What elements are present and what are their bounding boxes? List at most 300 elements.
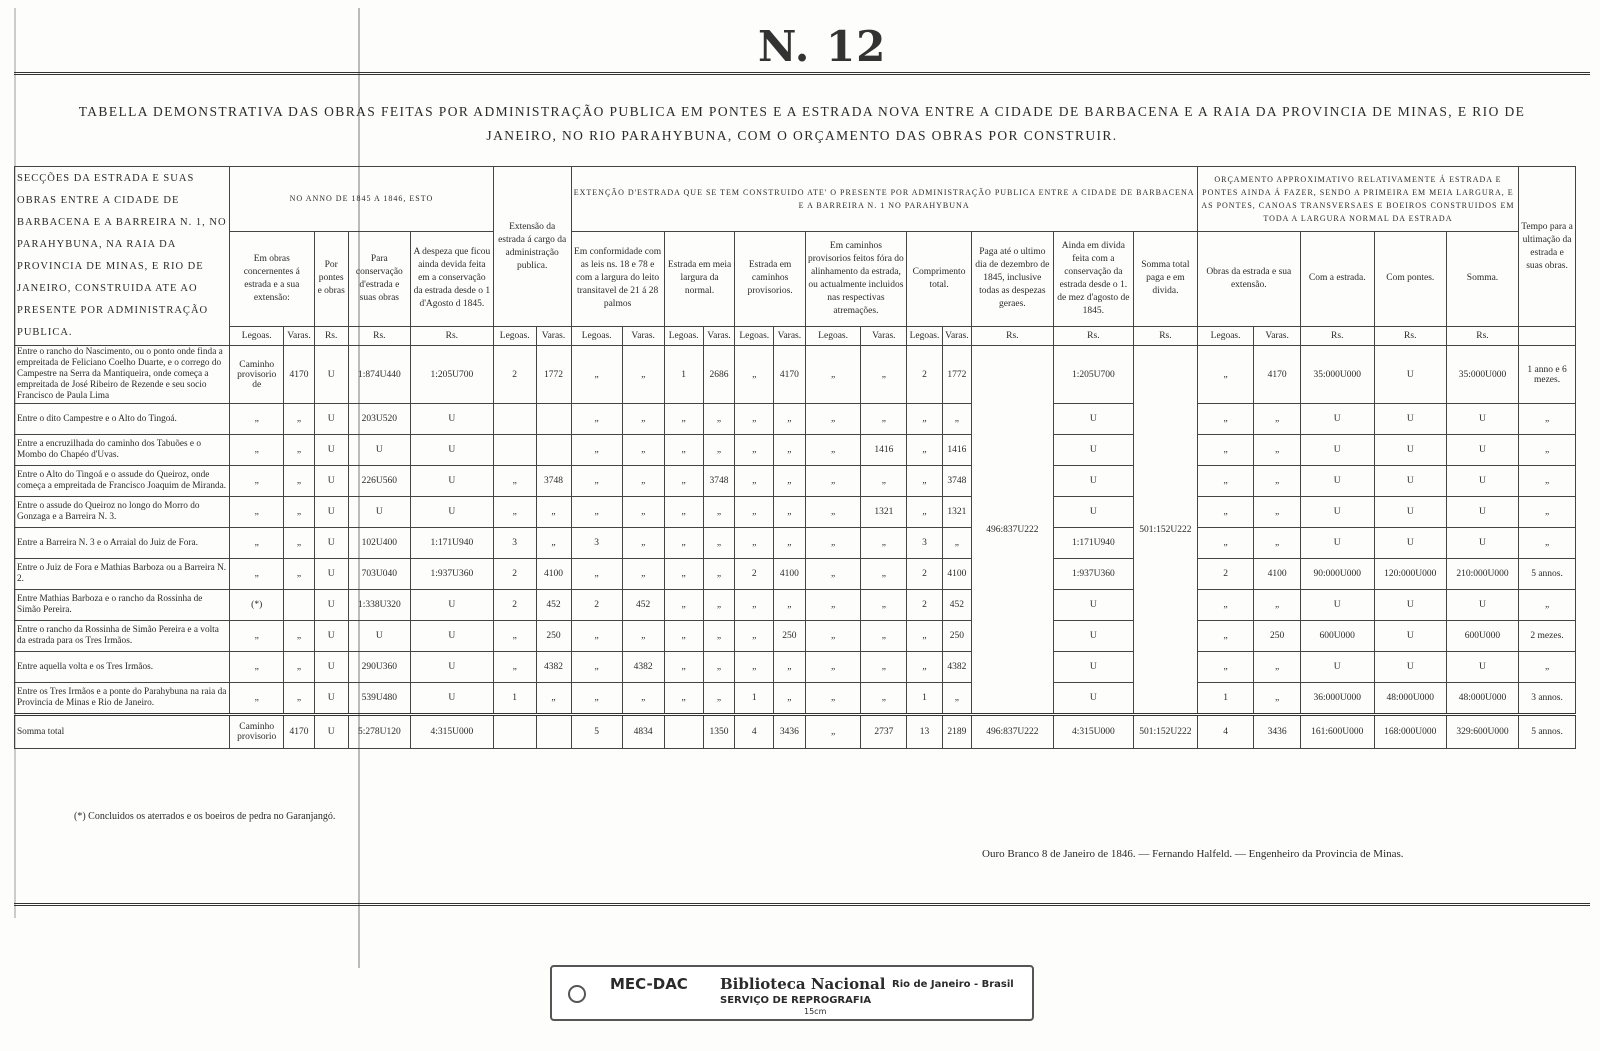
cell-ext-v: „ [536,497,571,528]
row-section-desc: Entre Mathias Barboza e o rancho da Rossinha de Simão Pereira. [15,590,230,621]
cell-half-v: „ [703,652,735,683]
cell-works-v: „ [284,652,314,683]
merged-sum-paid: 501:152U222 [1134,346,1198,715]
cell-pp-v: „ [861,683,907,715]
header-built-group: EXTENÇÃO D'ESTRADA QUE SE TEM CONSTRUIDO ATE' O PRESENTE POR ADMINISTRAÇÃO PUBLICA ENTRE A CIDADE DE BARBACENA E A BARREIRA N. 1 NO PARAHYBUNA [571,167,1197,232]
cell-time: 2 mezes. [1519,621,1576,652]
unit-varas: Varas. [622,327,664,346]
cell-debt: U [410,652,493,683]
cell-tot-l: „ [907,621,943,652]
cell-prov-v: „ [774,683,806,715]
cell-half-l: „ [664,435,703,466]
row-section-desc: Entre o Juiz de Fora e Mathias Barboza ou a Barreira N. 2. [15,559,230,590]
cell-works-l: „ [230,497,284,528]
unit-varas: Varas. [284,327,314,346]
cell-tot-v: „ [942,528,971,559]
table-row [15,497,1576,528]
cell-prov-v: „ [774,404,806,435]
header-extension: Extensão da estrada á cargo da administração publica. [493,167,571,327]
cell-bw-l: „ [1197,346,1254,404]
cell-bw-v: 250 [1254,621,1300,652]
cell-works-v: „ [284,435,314,466]
cell-works-l: (*) [230,590,284,621]
cell-bridges: U [314,652,348,683]
top-border-rule [14,72,1590,75]
cell-owed: U [1053,652,1133,683]
header-half-width: Estrada em meia largura da normal. [664,231,735,326]
header-conservation: Para conservação d'estrada e suas obras [348,231,410,326]
total-cell-ext-l [493,715,536,749]
unit-rs: Rs. [314,327,348,346]
unit-leguas: Legoas. [907,327,943,346]
cell-pp-l: „ [805,652,861,683]
cell-works-v: „ [284,466,314,497]
total-cell-b-road: 161:600U000 [1300,715,1374,749]
cell-tot-v: 452 [942,590,971,621]
cell-tot-v: 1772 [942,346,971,404]
plate-number: N. 12 [758,22,887,71]
cell-prov-l: „ [735,346,774,404]
cell-bw-v: „ [1254,683,1300,715]
table-row [15,346,1576,404]
cell-half-l: „ [664,621,703,652]
cell-ext-v: 3748 [536,466,571,497]
cell-tot-l: „ [907,652,943,683]
cell-half-v: „ [703,621,735,652]
cell-tot-l: 3 [907,528,943,559]
header-with-bridges: Com pontes. [1374,231,1446,326]
cell-ext-l [493,435,536,466]
cell-bw-l: „ [1197,404,1254,435]
cell-law-l: „ [571,435,622,466]
cell-debt: U [410,590,493,621]
cell-works-l: „ [230,652,284,683]
total-row [15,715,1576,749]
cell-prov-l: „ [735,621,774,652]
cell-debt: 1:205U700 [410,346,493,404]
cell-ext-v [536,435,571,466]
cell-b-sum: U [1446,435,1518,466]
cell-time: 1 anno e 6 mezes. [1519,346,1576,404]
cell-bridges: U [314,559,348,590]
cell-ext-v: 4382 [536,652,571,683]
cell-bridges: U [314,497,348,528]
row-section-desc: Entre o rancho do Nascimento, ou o ponto onde finda a empreitada de Feliciano Coelho Duarte, e o corrego do Campestre na Serra da Mantiqueira, onde começa a empreitada de José Ribeiro de Rezende e seu socio Francisco de Paula Lima [15,346,230,404]
cell-time: „ [1519,466,1576,497]
table-row [15,559,1576,590]
cell-law-v: 452 [622,590,664,621]
cell-pp-l: „ [805,435,861,466]
cell-debt: U [410,621,493,652]
unit-leguas: Legoas. [571,327,622,346]
cell-conserv: 290U360 [348,652,410,683]
cell-law-l: „ [571,652,622,683]
total-label: Somma total [15,715,230,749]
cell-b-bridges: U [1374,346,1446,404]
stamp-org: MEC-DAC [610,975,688,993]
cell-bw-l: 2 [1197,559,1254,590]
cell-prov-l: „ [735,497,774,528]
cell-pp-l: „ [805,683,861,715]
cell-time: „ [1519,404,1576,435]
cell-pp-v: „ [861,621,907,652]
header-sections: SECÇÕES DA ESTRADA E SUAS OBRAS ENTRE A CIDADE DE BARBACENA E A BARREIRA N. 1, NO PARAHYBUNA, NA RAIA DA PROVINCIA DE MINAS, E RIO DE JANEIRO, CONSTRUIDA ATE AO PRESENTE POR ADMINISTRAÇÃO PUBLICA. [15,167,230,346]
cell-bridges: U [314,528,348,559]
cell-bridges: U [314,683,348,715]
cell-conserv: 539U480 [348,683,410,715]
cell-works-l: „ [230,435,284,466]
cell-prov-l: 1 [735,683,774,715]
unit-leguas: Legoas. [805,327,861,346]
library-stamp [550,965,1034,1021]
cell-b-bridges: 48:000U000 [1374,683,1446,715]
total-cell-bridges: U [314,715,348,749]
total-cell-pp-v: 2737 [861,715,907,749]
cell-law-v: „ [622,346,664,404]
header-works-concluded: Em obras concernentes á estrada e a sua extensão: [230,231,315,326]
cell-b-road: U [1300,435,1374,466]
cell-half-v: „ [703,404,735,435]
header-provisional-paths: Em caminhos provisorios feitos fóra do alinhamento da estrada, ou actualmente incluidos nas respectivas atremações. [805,231,906,326]
cell-prov-v: 4170 [774,346,806,404]
cell-owed: U [1053,497,1133,528]
stamp-place: Rio de Janeiro - Brasil [892,979,1014,990]
header-time-needed: Tempo para a ultimação da estrada e suas obras. [1519,167,1576,327]
cell-half-l: „ [664,590,703,621]
cell-law-l: „ [571,683,622,715]
header-sum-paid: Somma total paga e em divida. [1134,231,1198,326]
unit-varas: Varas. [536,327,571,346]
bottom-border-rule [14,903,1590,906]
total-cell-ext-v [536,715,571,749]
document-sheet [14,8,1590,908]
cell-pp-l: „ [805,528,861,559]
cell-half-v: 2686 [703,346,735,404]
cell-works-v: „ [284,559,314,590]
cell-conserv: U [348,621,410,652]
cell-owed: 1:171U940 [1053,528,1133,559]
cell-bw-l: 1 [1197,683,1254,715]
cell-debt: U [410,435,493,466]
cell-debt: U [410,683,493,715]
cell-tot-l: „ [907,435,943,466]
cell-pp-v: „ [861,466,907,497]
cell-ext-l: „ [493,621,536,652]
cell-prov-v: 250 [774,621,806,652]
works-table [14,166,1576,749]
table-row [15,621,1576,652]
cell-b-sum: U [1446,497,1518,528]
cell-conserv: 226U560 [348,466,410,497]
table-row [15,652,1576,683]
total-cell-works-v: 4170 [284,715,314,749]
cell-ext-l: 2 [493,590,536,621]
cell-pp-v: „ [861,652,907,683]
cell-b-sum: U [1446,590,1518,621]
cell-bw-v: „ [1254,404,1300,435]
total-cell-half-l [664,715,703,749]
cell-ext-v: „ [536,683,571,715]
cell-time: 3 annos. [1519,683,1576,715]
cell-law-v: „ [622,435,664,466]
unit-rs: Rs. [1300,327,1374,346]
cell-tot-l: „ [907,466,943,497]
cell-prov-v: „ [774,652,806,683]
cell-law-l: „ [571,404,622,435]
cell-owed: 1:937U360 [1053,559,1133,590]
cell-law-v: 4382 [622,652,664,683]
cell-prov-v: „ [774,590,806,621]
cell-owed: U [1053,683,1133,715]
cell-bridges: U [314,466,348,497]
cell-owed: 1:205U700 [1053,346,1133,404]
cell-half-l: „ [664,497,703,528]
cell-half-l: „ [664,652,703,683]
cell-tot-v: 4100 [942,559,971,590]
cell-debt: U [410,466,493,497]
stamp-library: Biblioteca Nacional [720,975,886,993]
cell-b-road: 36:000U000 [1300,683,1374,715]
cell-bw-l: „ [1197,435,1254,466]
row-section-desc: Entre o dito Campestre e o Alto do Tingoá. [15,404,230,435]
cell-ext-l: „ [493,466,536,497]
cell-b-sum: 210:000U000 [1446,559,1518,590]
header-law-conform: Em conformidade com as leis ns. 18 e 78 e com a largura do leito transitavel de 21 á 28 palmos [571,231,664,326]
cell-half-l: „ [664,404,703,435]
cell-bw-v: 4100 [1254,559,1300,590]
cell-b-bridges: U [1374,435,1446,466]
table-body [15,346,1576,749]
cell-half-l: 1 [664,346,703,404]
cell-law-v: „ [622,466,664,497]
cell-prov-l: 2 [735,559,774,590]
table-row [15,528,1576,559]
unit-rs: Rs. [1446,327,1518,346]
cell-pp-l: „ [805,559,861,590]
header-still-owed: Ainda em divida feita com a conservação da estrada desde o 1. de mez d'agosto de 1845. [1053,231,1133,326]
table-row [15,435,1576,466]
total-cell-tot-v: 2189 [942,715,971,749]
total-cell-law-l: 5 [571,715,622,749]
cell-b-sum: U [1446,652,1518,683]
cell-prov-v: „ [774,528,806,559]
cell-works-v: „ [284,683,314,715]
total-cell-conserv: 5:278U120 [348,715,410,749]
cell-b-bridges: U [1374,652,1446,683]
total-cell-half-v: 1350 [703,715,735,749]
cell-ext-l [493,404,536,435]
cell-ext-v: 452 [536,590,571,621]
cell-debt: U [410,497,493,528]
cell-ext-l: 3 [493,528,536,559]
cell-pp-v: 1416 [861,435,907,466]
cell-law-v: „ [622,559,664,590]
cell-pp-l: „ [805,590,861,621]
cell-b-sum: 35:000U000 [1446,346,1518,404]
cell-ext-l: 2 [493,559,536,590]
total-cell-tot-l: 13 [907,715,943,749]
cell-works-l: „ [230,683,284,715]
cell-time: 5 annos. [1519,559,1576,590]
cell-pp-l: „ [805,346,861,404]
header-bridges: Por pontes e obras [314,231,348,326]
cell-law-l: 2 [571,590,622,621]
cell-owed: U [1053,590,1133,621]
cell-ext-v: 250 [536,621,571,652]
signature-line: Ouro Branco 8 de Janeiro de 1846. — Fernando Halfeld. — Engenheiro da Provincia de Minas. [982,848,1404,860]
cell-b-sum: 600U000 [1446,621,1518,652]
cell-law-l: „ [571,466,622,497]
cell-bw-l: „ [1197,466,1254,497]
unit-varas: Varas. [861,327,907,346]
cell-works-l: „ [230,466,284,497]
cell-b-bridges: U [1374,497,1446,528]
unit-rs: Rs. [972,327,1054,346]
cell-tot-v: „ [942,404,971,435]
cell-half-l: „ [664,528,703,559]
unit-varas: Varas. [703,327,735,346]
cell-ext-l: 1 [493,683,536,715]
cell-ext-l: „ [493,652,536,683]
cell-bw-l: „ [1197,652,1254,683]
total-cell-debt: 4:315U000 [410,715,493,749]
cell-time: „ [1519,497,1576,528]
cell-law-l: 3 [571,528,622,559]
cell-b-sum: U [1446,466,1518,497]
cell-time: „ [1519,652,1576,683]
cell-works-v [284,590,314,621]
unit-rs: Rs. [348,327,410,346]
header-sum: Somma. [1446,231,1518,326]
total-cell-pp-l: „ [805,715,861,749]
cell-bw-v: „ [1254,528,1300,559]
unit-rs: Rs. [1374,327,1446,346]
cell-prov-v: „ [774,466,806,497]
cell-bridges: U [314,621,348,652]
cell-bw-l: „ [1197,497,1254,528]
cell-tot-v: 4382 [942,652,971,683]
cell-bw-v: „ [1254,497,1300,528]
cell-bridges: U [314,346,348,404]
cell-half-v: „ [703,435,735,466]
table-row [15,590,1576,621]
cell-bw-v: 4170 [1254,346,1300,404]
unit-leguas: Legoas. [1197,327,1254,346]
unit-rs: Rs. [1134,327,1198,346]
cell-b-sum: 48:000U000 [1446,683,1518,715]
cell-bw-l: „ [1197,621,1254,652]
cell-tot-l: 1 [907,683,943,715]
cell-tot-l: „ [907,497,943,528]
cell-law-l: „ [571,559,622,590]
cell-prov-l: „ [735,466,774,497]
total-cell-law-v: 4834 [622,715,664,749]
unit-rs: Rs. [410,327,493,346]
header-road-works: Obras da estrada e sua extensão. [1197,231,1300,326]
cell-conserv: 703U040 [348,559,410,590]
row-section-desc: Entre aquella volta e os Tres Irmãos. [15,652,230,683]
unit-blank [1519,327,1576,346]
cell-tot-l: 2 [907,590,943,621]
cell-b-road: U [1300,497,1374,528]
cell-half-l: „ [664,683,703,715]
cell-b-bridges: 120:000U000 [1374,559,1446,590]
cell-works-v: „ [284,497,314,528]
table-row [15,683,1576,715]
cell-tot-l: 2 [907,559,943,590]
unit-leguas: Legoas. [735,327,774,346]
cell-law-v: „ [622,683,664,715]
cell-tot-v: 250 [942,621,971,652]
total-cell-time: 5 annos. [1519,715,1576,749]
cell-b-road: 600U000 [1300,621,1374,652]
total-cell-bw-v: 3436 [1254,715,1300,749]
header-debt: A despeza que ficou ainda devida feita em a conservação da estrada desde o 1 d'Agosto d 1845. [410,231,493,326]
cell-b-bridges: U [1374,528,1446,559]
cell-law-v: „ [622,621,664,652]
cell-b-road: U [1300,652,1374,683]
cell-works-l: „ [230,559,284,590]
footnote: (*) Concluidos os aterrados e os boeiros de pedra no Garanjangó. [74,811,336,822]
header-provisional: Estrada em caminhos provisorios. [735,231,805,326]
header-budget-group: ORÇAMENTO APPROXIMATIVO RELATIVAMENTE Á ESTRADA E PONTES AINDA Á FAZER, SENDO A PRIMEIRA EM MEIA LARGURA, E AS PONTES, CANOAS TRANSVERSAES E BOEIROS CONSTRUIDOS EM TODA A LARGURA NORMAL DA ESTRADA [1197,167,1518,232]
cell-bridges: U [314,404,348,435]
cell-tot-v: 1416 [942,435,971,466]
cell-prov-l: „ [735,590,774,621]
cell-ext-v: 4100 [536,559,571,590]
cell-half-v: „ [703,683,735,715]
total-cell-b-bridges: 168:000U000 [1374,715,1446,749]
total-cell-works-l: Caminho provisorio [230,715,284,749]
cell-b-bridges: U [1374,590,1446,621]
stamp-service: SERVIÇO DE REPROGRAFIA [720,995,872,1006]
cell-law-v: „ [622,528,664,559]
cell-time: „ [1519,590,1576,621]
cell-b-bridges: U [1374,404,1446,435]
cell-b-road: U [1300,404,1374,435]
cell-ext-l: 2 [493,346,536,404]
cell-law-l: „ [571,621,622,652]
cell-works-l: „ [230,404,284,435]
cell-half-v: 3748 [703,466,735,497]
unit-varas: Varas. [774,327,806,346]
cell-prov-v: „ [774,497,806,528]
cell-tot-l: 2 [907,346,943,404]
cell-tot-l: „ [907,404,943,435]
cell-prov-l: „ [735,652,774,683]
cell-ext-l: „ [493,497,536,528]
cell-tot-v: 1321 [942,497,971,528]
cell-prov-l: „ [735,404,774,435]
cell-conserv: 1:338U320 [348,590,410,621]
cell-works-l: Caminho provisorio de [230,346,284,404]
cell-works-v: „ [284,621,314,652]
header-with-road: Com a estrada. [1300,231,1374,326]
total-cell-sum-paid: 501:152U222 [1134,715,1198,749]
total-cell-prov-v: 3436 [774,715,806,749]
unit-leguas: Legoas. [664,327,703,346]
unit-varas: Varas. [942,327,971,346]
cell-works-l: „ [230,528,284,559]
cell-b-sum: U [1446,528,1518,559]
cell-pp-v: „ [861,590,907,621]
cell-works-v: „ [284,528,314,559]
cell-pp-v: „ [861,404,907,435]
cell-pp-l: „ [805,621,861,652]
cell-ext-v: „ [536,528,571,559]
cell-tot-v: „ [942,683,971,715]
cell-b-sum: U [1446,404,1518,435]
